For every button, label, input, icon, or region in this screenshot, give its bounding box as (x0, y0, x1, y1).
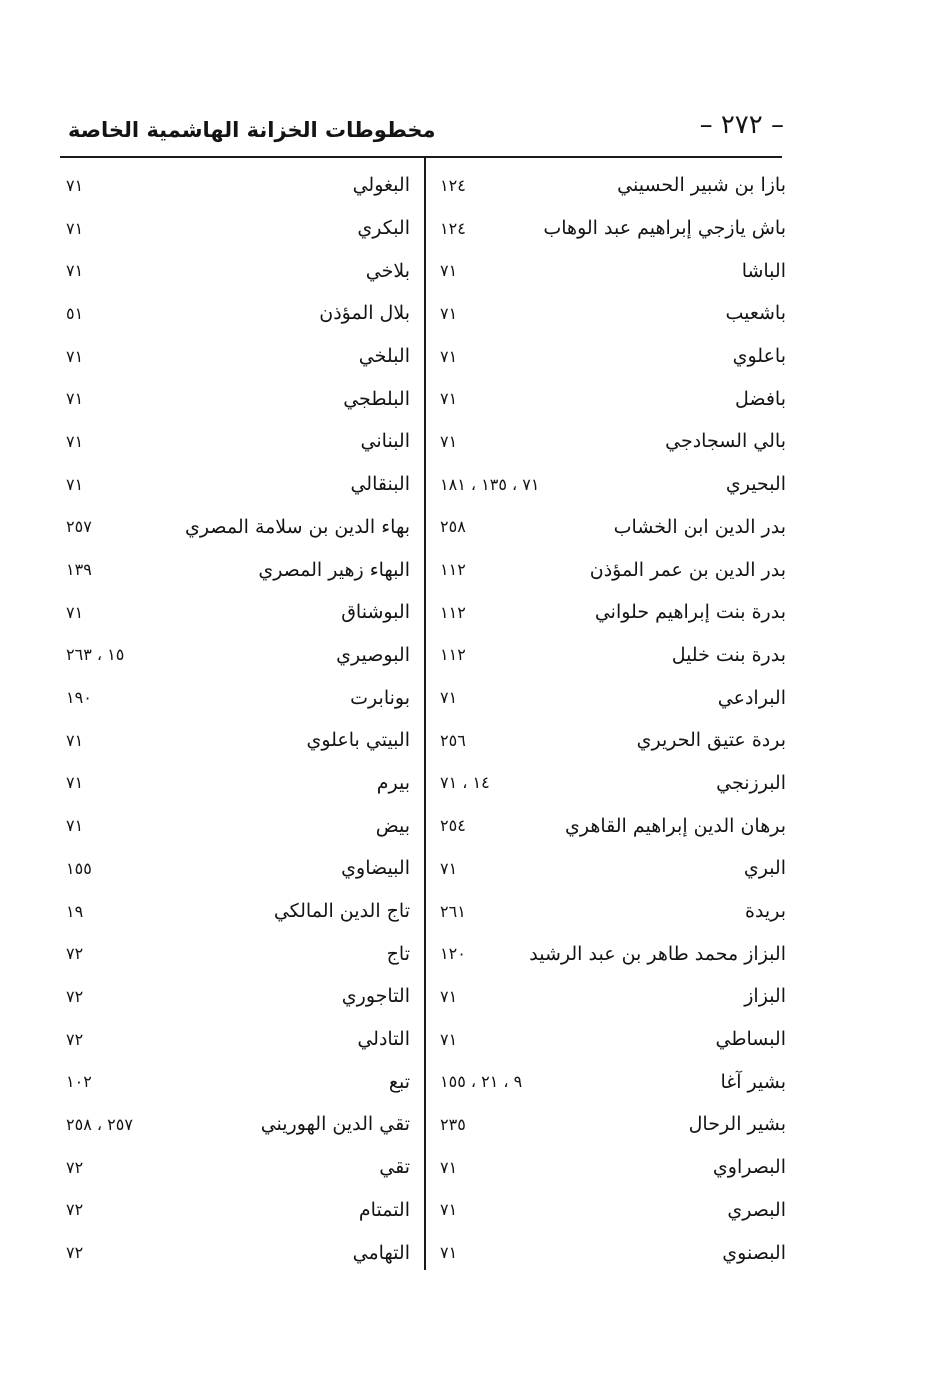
entry-pages: ١١٢ (440, 560, 466, 580)
entry-pages: ٢٥٧ (66, 517, 92, 537)
entry-name: البكري (357, 217, 410, 240)
entry-pages: ٧١ (440, 1243, 458, 1263)
entry-pages: ٧٢ (66, 1243, 84, 1263)
entry-pages: ١١٢ (440, 645, 466, 665)
entry-pages: ٢٥٧ ، ٢٥٨ (66, 1114, 133, 1134)
entry-pages: ٥١ (66, 303, 84, 323)
entry-pages: ٧١ (440, 1029, 458, 1049)
entry-name: بازا بن شبير الحسيني (617, 174, 786, 197)
entry-name: التاجوري (341, 985, 410, 1008)
index-entry (66, 1189, 410, 1232)
index-entry (440, 804, 786, 847)
index-entry (66, 292, 410, 335)
index-entry (66, 1103, 410, 1146)
entry-pages: ١٥٥ (66, 858, 92, 878)
entry-name: البهاء زهير المصري (258, 558, 410, 581)
index-entry (66, 762, 410, 805)
index-entry (66, 847, 410, 890)
entry-pages: ٧١ (440, 346, 458, 366)
index-entry (66, 676, 410, 719)
entry-name: بالي السجادجي (665, 430, 786, 453)
entry-name: البلطجي (343, 387, 410, 410)
entry-pages: ١٥ ، ٢٦٣ (66, 645, 125, 665)
entry-name: تقي (379, 1156, 410, 1179)
index-entry (66, 975, 410, 1018)
index-entry (440, 719, 786, 762)
index-entry (66, 164, 410, 207)
entry-name: البيضاوي (341, 857, 410, 880)
entry-pages: ٧١ (66, 474, 84, 494)
entry-name: البوصيري (336, 643, 410, 666)
entry-name: بشير آغا (720, 1070, 786, 1093)
index-entry (66, 890, 410, 933)
index-entry (440, 164, 786, 207)
entry-pages: ٧١ (66, 773, 84, 793)
entry-name: البصري (727, 1198, 786, 1221)
entry-name: بيرم (376, 771, 410, 794)
entry-name: بدرة بنت إبراهيم حلواني (594, 601, 786, 624)
index-entry (66, 548, 410, 591)
entry-pages: ٧١ (66, 346, 84, 366)
index-entry (440, 335, 786, 378)
index-entry (440, 591, 786, 634)
index-entry (440, 1018, 786, 1061)
entry-name: البرزنجي (716, 771, 786, 794)
index-entry (66, 932, 410, 975)
entry-pages: ٧١ (440, 1157, 458, 1177)
entry-name: تبع (388, 1070, 410, 1093)
page-header (68, 108, 784, 156)
entry-pages: ٢٥٦ (440, 730, 466, 750)
entry-pages: ٧١ (66, 602, 84, 622)
index-entry (440, 975, 786, 1018)
entry-name: البصنوي (722, 1241, 786, 1264)
index-entry (66, 506, 410, 549)
index-entry (66, 1231, 410, 1274)
entry-name: بدر الدين بن عمر المؤذن (589, 558, 786, 581)
entry-name: تقي الدين الهوريني (260, 1113, 410, 1136)
entry-name: باش يازجي إبراهيم عبد الوهاب (543, 217, 786, 240)
entry-pages: ١٢٤ (440, 175, 466, 195)
index-entry (66, 463, 410, 506)
entry-pages: ٧١ (440, 986, 458, 1006)
index-entry (440, 1189, 786, 1232)
entry-pages: ٧٢ (66, 1200, 84, 1220)
entry-pages: ٧١ (440, 389, 458, 409)
index-column-right (440, 164, 786, 1274)
entry-name: بهاء الدين بن سلامة المصري (185, 515, 410, 538)
index-entry (440, 762, 786, 805)
entry-name: البزاز محمد طاهر بن عبد الرشيد (529, 942, 786, 965)
header-rule (60, 156, 782, 158)
entry-pages: ١٢٤ (440, 218, 466, 238)
entry-pages: ٢٥٤ (440, 816, 466, 836)
entry-name: البناني (360, 430, 410, 453)
entry-name: باعلوي (732, 345, 786, 368)
entry-pages: ٧١ (66, 389, 84, 409)
entry-pages: ١١٢ (440, 602, 466, 622)
index-entry (66, 804, 410, 847)
index-entry (66, 591, 410, 634)
entry-pages: ٧١ (66, 175, 84, 195)
running-title: مخطوطات الخزانة الهاشمية الخاصة (68, 118, 436, 142)
entry-pages: ٧٢ (66, 944, 84, 964)
entry-name: تاج الدين المالكي (273, 900, 410, 923)
index-entry (66, 377, 410, 420)
index-entry (440, 1060, 786, 1103)
entry-pages: ٧١ ، ١٣٥ ، ١٨١ (440, 474, 540, 494)
entry-pages: ٧١ (440, 1200, 458, 1220)
entry-name: التمتام (358, 1198, 410, 1221)
index-entry (440, 1231, 786, 1274)
index-entry (440, 890, 786, 933)
entry-name: بدرة بنت خليل (671, 643, 786, 666)
entry-name: البنقالي (350, 473, 410, 496)
entry-pages: ٧٢ (66, 986, 84, 1006)
page-number: – ٢٧٢ – (699, 110, 784, 140)
index-entry (440, 1103, 786, 1146)
entry-pages: ٧١ (66, 730, 84, 750)
entry-name: البلخي (358, 345, 410, 368)
index-entry (440, 207, 786, 250)
entry-pages: ٧١ (66, 816, 84, 836)
entry-name: الباشا (741, 259, 786, 282)
entry-pages: ١٢٠ (440, 944, 466, 964)
entry-name: بشير الرحال (688, 1113, 786, 1136)
entry-pages: ١٠٢ (66, 1072, 92, 1092)
index-entry (440, 463, 786, 506)
index-entry (66, 1060, 410, 1103)
entry-pages: ١٣٩ (66, 560, 92, 580)
index-entry (440, 249, 786, 292)
entry-pages: ١٤ ، ٧١ (440, 773, 490, 793)
index-entry (440, 932, 786, 975)
entry-name: بلال المؤذن (319, 302, 410, 325)
entry-name: البزاز (744, 985, 786, 1008)
index-entry (66, 249, 410, 292)
entry-pages: ٧١ (440, 303, 458, 323)
index-entry (440, 292, 786, 335)
entry-pages: ٧١ (440, 688, 458, 708)
entry-pages: ٧١ (66, 218, 84, 238)
entry-pages: ٧١ (440, 261, 458, 281)
entry-name: البغولي (352, 174, 410, 197)
entry-name: التادلي (357, 1028, 410, 1051)
index-entry (440, 506, 786, 549)
entry-name: بلاخي (365, 259, 410, 282)
entry-name: البصراوي (712, 1156, 786, 1179)
entry-name: التهامي (352, 1241, 410, 1264)
column-divider (424, 158, 426, 1270)
index-entry (66, 1146, 410, 1189)
index-entry (440, 420, 786, 463)
entry-name: بردة عتيق الحريري (636, 729, 786, 752)
entry-pages: ٧١ (440, 858, 458, 878)
index-entry (66, 719, 410, 762)
index-entry (66, 634, 410, 677)
index-entry (440, 847, 786, 890)
entry-name: البري (743, 857, 786, 880)
entry-name: بيض (375, 814, 410, 837)
entry-pages: ٧١ (66, 261, 84, 281)
entry-name: برهان الدين إبراهيم القاهري (564, 814, 786, 837)
entry-name: باشعيب (725, 302, 786, 325)
entry-name: البيتي باعلوي (306, 729, 410, 752)
index-entry (440, 1146, 786, 1189)
entry-name: بدر الدين ابن الخشاب (613, 515, 786, 538)
index-entry (440, 548, 786, 591)
index-entry (66, 420, 410, 463)
entry-pages: ٧٢ (66, 1157, 84, 1177)
entry-name: البوشناق (341, 601, 410, 624)
entry-pages: ١٩٠ (66, 688, 92, 708)
index-entry (66, 207, 410, 250)
entry-pages: ٢٥٨ (440, 517, 466, 537)
entry-name: بريدة (745, 900, 786, 923)
entry-name: بافضل (734, 387, 786, 410)
entry-pages: ٧١ (66, 431, 84, 451)
entry-name: تاج (386, 942, 410, 965)
entry-name: البساطي (715, 1028, 786, 1051)
index-entry (66, 1018, 410, 1061)
index-entry (440, 634, 786, 677)
entry-pages: ٧٢ (66, 1029, 84, 1049)
entry-pages: ٢٣٥ (440, 1114, 466, 1134)
entry-name: البحيري (725, 473, 786, 496)
index-entry (440, 676, 786, 719)
index-column-left (66, 164, 410, 1274)
entry-pages: ١٩ (66, 901, 84, 921)
index-entry (66, 335, 410, 378)
entry-name: بونابرت (350, 686, 410, 709)
entry-pages: ٢٦١ (440, 901, 466, 921)
entry-name: البرادعي (717, 686, 786, 709)
entry-pages: ٧١ (440, 431, 458, 451)
entry-pages: ٩ ، ٢١ ، ١٥٥ (440, 1072, 523, 1092)
index-entry (440, 377, 786, 420)
